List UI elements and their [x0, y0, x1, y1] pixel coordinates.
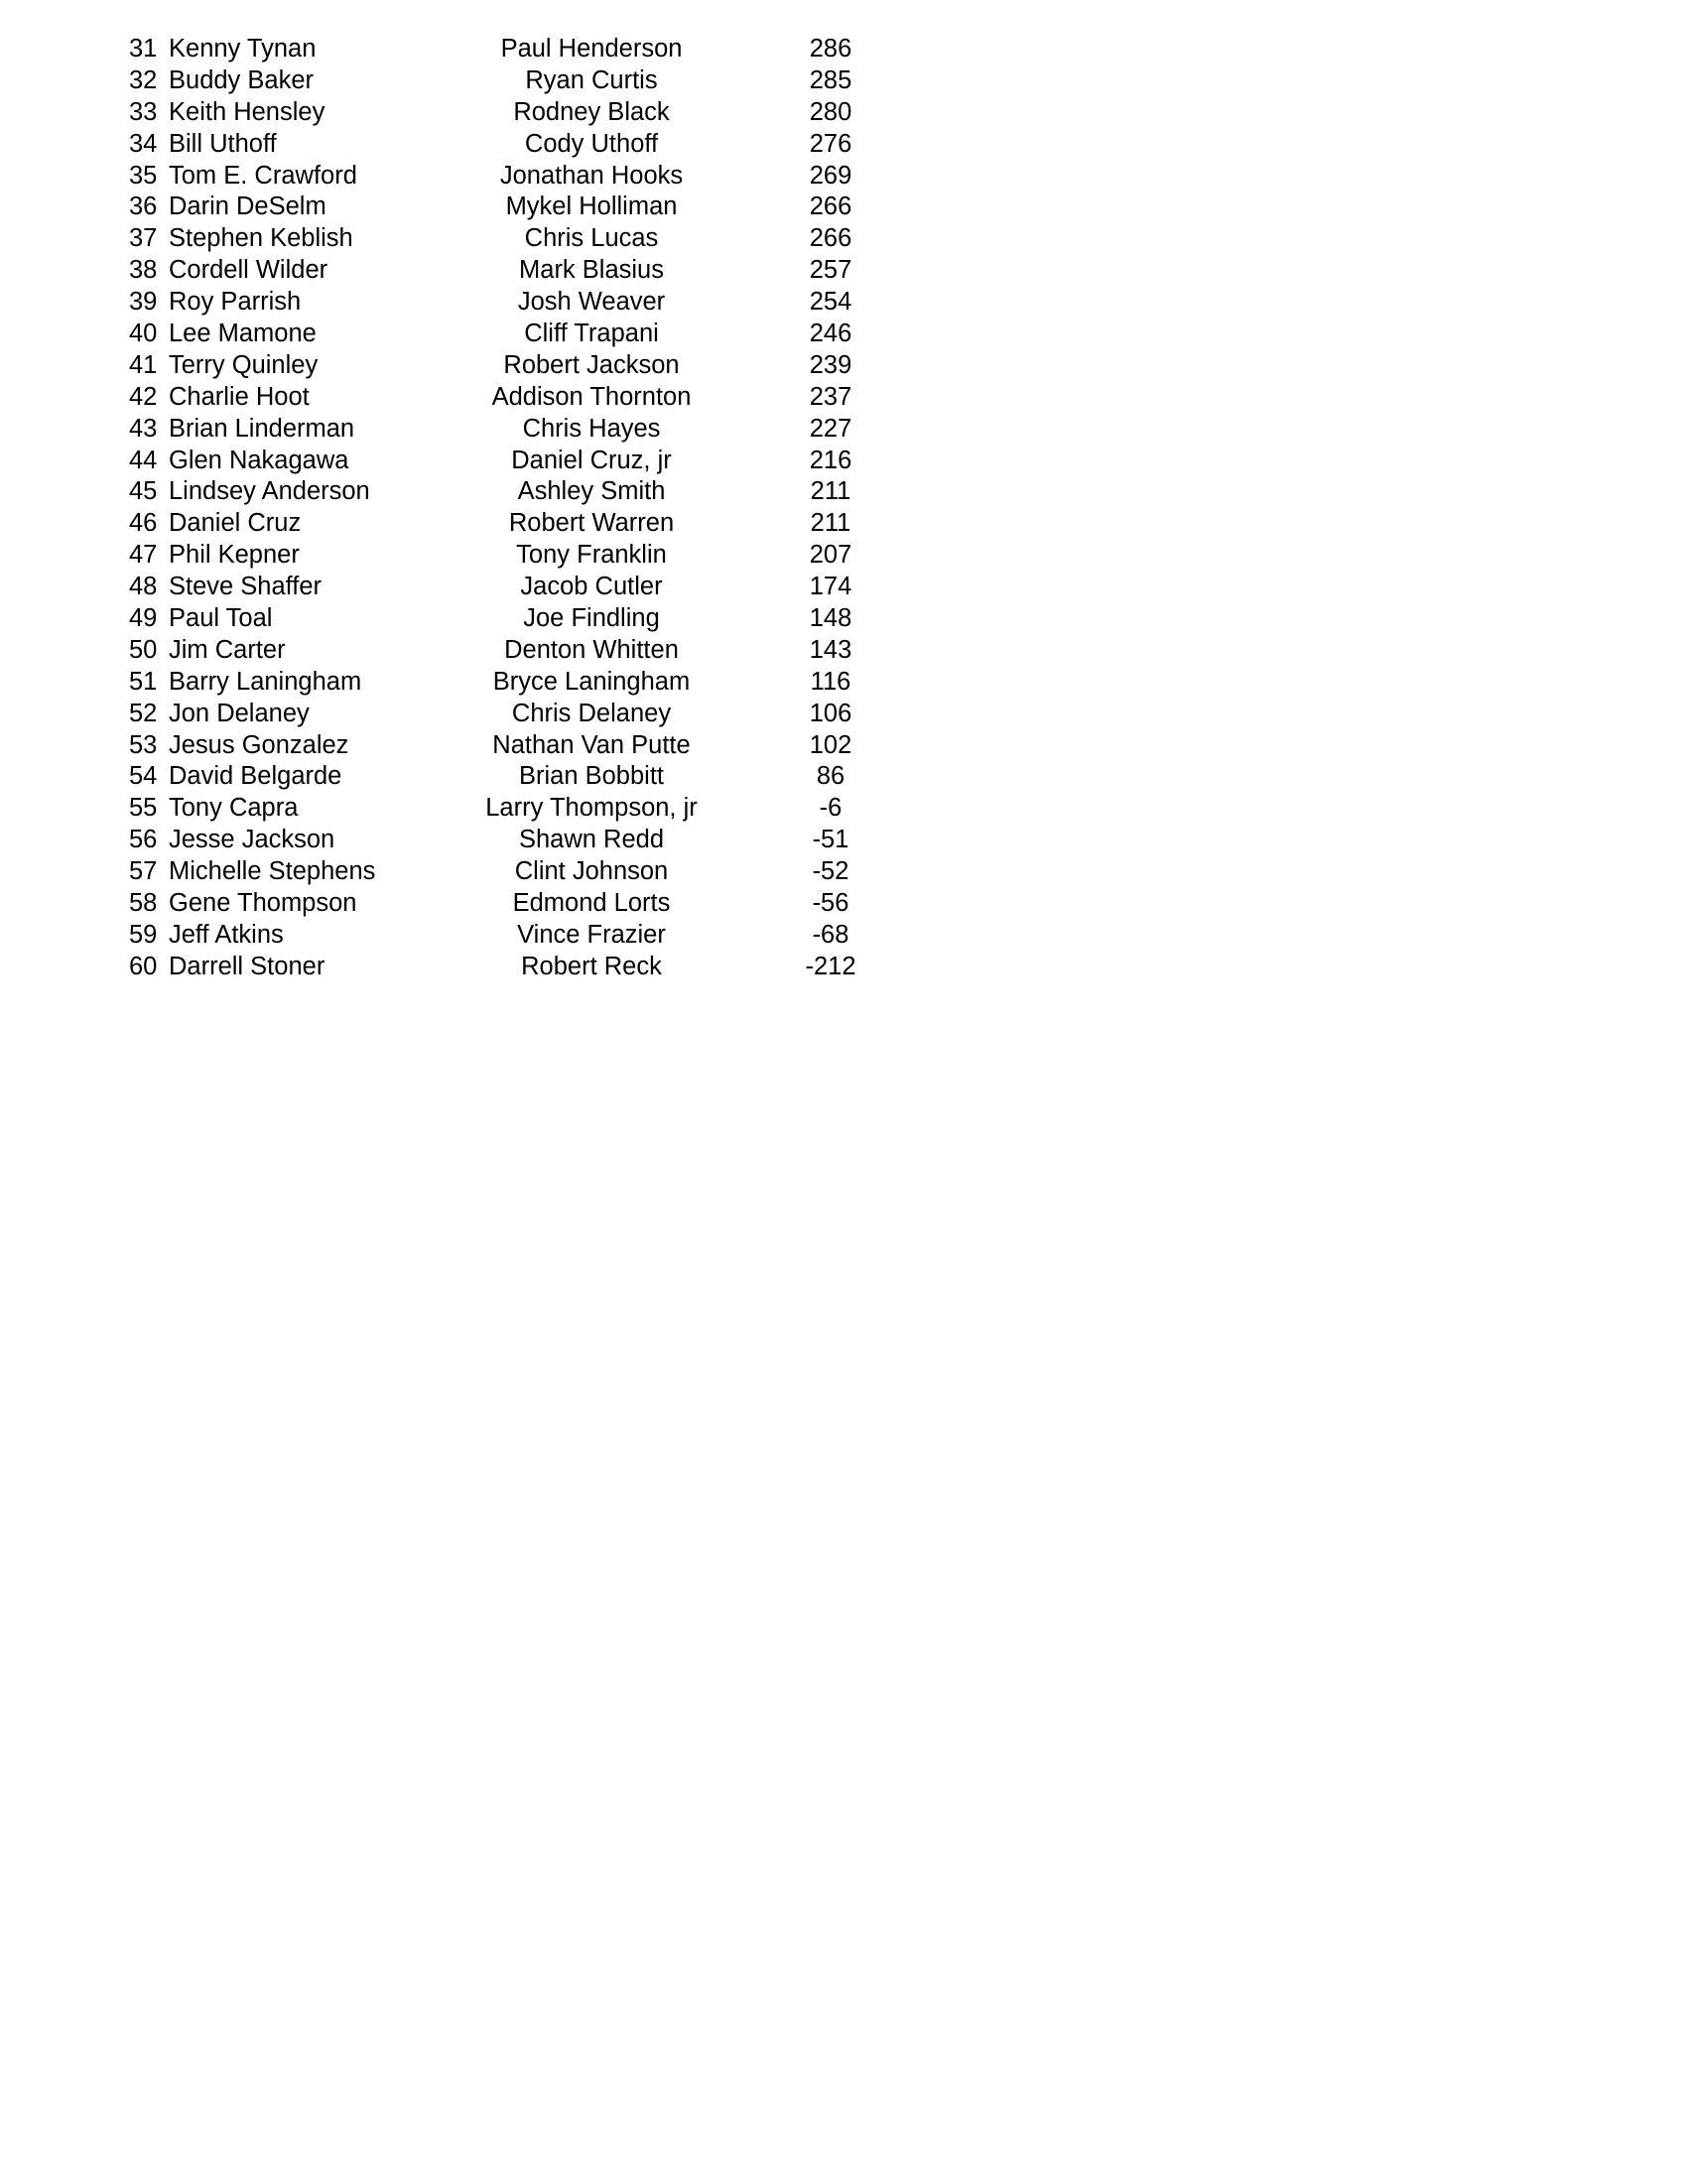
standings-row — [0, 540, 1688, 572]
standings-row — [0, 667, 1688, 699]
rank-number: 33 — [129, 97, 158, 126]
rank-number: 41 — [129, 350, 158, 379]
standings-row — [0, 319, 1688, 350]
rank-number: 34 — [129, 129, 158, 158]
score-value: 266 — [809, 193, 852, 221]
standings-row — [0, 920, 1688, 952]
score-value: 254 — [809, 288, 852, 317]
standings-row — [0, 414, 1688, 446]
standings-row — [0, 446, 1688, 477]
rank-number: 32 — [129, 65, 158, 94]
partner-name: Edmond Lorts — [512, 889, 671, 918]
standings-row — [0, 699, 1688, 730]
driver-name: Lindsey Anderson — [169, 477, 370, 506]
partner-name: Ashley Smith — [517, 477, 666, 506]
partner-name: Ryan Curtis — [525, 65, 658, 94]
standings-row — [0, 350, 1688, 382]
standings-row — [0, 952, 1688, 983]
score-value: 143 — [809, 635, 852, 664]
rank-number: 47 — [129, 541, 158, 570]
rank-number: 55 — [129, 794, 158, 823]
driver-name: Jim Carter — [169, 635, 286, 664]
standings-row — [0, 34, 1688, 65]
rank-number: 44 — [129, 446, 158, 474]
standings-row — [0, 635, 1688, 667]
score-value: 237 — [809, 382, 852, 411]
driver-name: Gene Thompson — [169, 889, 357, 918]
driver-name: Lee Mamone — [169, 320, 317, 348]
standings-row — [0, 476, 1688, 508]
partner-name: Robert Reck — [521, 952, 662, 980]
driver-name: Bill Uthoff — [169, 129, 277, 158]
partner-name: Daniel Cruz, jr — [511, 446, 672, 474]
partner-name: Josh Weaver — [517, 288, 666, 317]
standings-row — [0, 255, 1688, 287]
partner-name: Tony Franklin — [516, 541, 667, 570]
driver-name: Tom E. Crawford — [169, 161, 357, 190]
partner-name: Chris Delaney — [511, 699, 672, 727]
driver-name: Keith Hensley — [169, 97, 325, 126]
driver-name: David Belgarde — [169, 762, 342, 791]
score-value: 216 — [809, 446, 852, 474]
partner-name: Chris Lucas — [524, 224, 659, 253]
score-value: 211 — [810, 477, 851, 506]
rank-number: 37 — [129, 224, 158, 253]
driver-name: Darrell Stoner — [169, 952, 325, 980]
driver-name: Paul Toal — [169, 604, 273, 633]
partner-name: Mark Blasius — [519, 256, 664, 285]
score-value: 269 — [809, 161, 852, 190]
score-value: 286 — [809, 35, 852, 63]
driver-name: Charlie Hoot — [169, 382, 310, 411]
partner-name: Cliff Trapani — [524, 320, 659, 348]
score-value: 116 — [810, 667, 851, 696]
partner-name: Larry Thompson, jr — [485, 794, 698, 823]
score-value: 257 — [809, 256, 852, 285]
score-value: 239 — [809, 350, 852, 379]
standings-row — [0, 730, 1688, 762]
score-value: 106 — [809, 699, 852, 727]
standings-row — [0, 508, 1688, 540]
standings-row — [0, 129, 1688, 161]
score-value: 280 — [809, 97, 852, 126]
driver-name: Jesse Jackson — [169, 826, 335, 854]
score-value: -6 — [819, 794, 843, 823]
score-value: 174 — [809, 573, 852, 601]
driver-name: Roy Parrish — [169, 288, 302, 317]
partner-name: Jacob Cutler — [520, 573, 663, 601]
score-value: 246 — [809, 320, 852, 348]
partner-name: Joe Findling — [523, 604, 660, 633]
partner-name: Chris Hayes — [522, 414, 661, 443]
driver-name: Darin DeSelm — [169, 193, 326, 221]
score-value: 276 — [809, 129, 852, 158]
driver-name: Michelle Stephens — [169, 857, 376, 886]
rank-number: 36 — [129, 193, 158, 221]
driver-name: Barry Laningham — [169, 667, 362, 696]
rank-number: 45 — [129, 477, 158, 506]
rank-number: 48 — [129, 573, 158, 601]
partner-name: Robert Jackson — [503, 350, 680, 379]
driver-name: Cordell Wilder — [169, 256, 328, 285]
driver-name: Phil Kepner — [169, 541, 300, 570]
rank-number: 56 — [129, 826, 158, 854]
standings-row — [0, 65, 1688, 97]
standings-row — [0, 97, 1688, 129]
rank-number: 38 — [129, 256, 158, 285]
partner-name: Rodney Black — [513, 97, 670, 126]
driver-name: Buddy Baker — [169, 65, 315, 94]
partner-name: Paul Henderson — [500, 35, 683, 63]
driver-name: Jeff Atkins — [169, 920, 284, 949]
driver-name: Terry Quinley — [169, 350, 319, 379]
partner-name: Clint Johnson — [514, 857, 669, 886]
score-value: -212 — [805, 952, 856, 980]
partner-name: Cody Uthoff — [524, 129, 659, 158]
partner-name: Mykel Holliman — [505, 193, 678, 221]
standings-list — [0, 34, 1688, 983]
standings-row — [0, 761, 1688, 793]
partner-name: Bryce Laningham — [492, 667, 691, 696]
rank-number: 49 — [129, 604, 158, 633]
rank-number: 40 — [129, 320, 158, 348]
rank-number: 52 — [129, 699, 158, 727]
driver-name: Glen Nakagawa — [169, 446, 349, 474]
standings-row — [0, 572, 1688, 603]
standings-row — [0, 888, 1688, 920]
standings-row — [0, 856, 1688, 888]
driver-name: Kenny Tynan — [169, 35, 317, 63]
standings-row — [0, 287, 1688, 319]
partner-name: Jonathan Hooks — [499, 161, 684, 190]
score-value: 207 — [809, 541, 852, 570]
score-value: -56 — [812, 889, 849, 918]
driver-name: Jesus Gonzalez — [169, 730, 349, 759]
partner-name: Brian Bobbitt — [518, 762, 664, 791]
rank-number: 59 — [129, 920, 158, 949]
score-value: 102 — [809, 730, 852, 759]
rank-number: 43 — [129, 414, 158, 443]
standings-row — [0, 603, 1688, 635]
score-value: -52 — [812, 857, 849, 886]
partner-name: Denton Whitten — [504, 635, 679, 664]
partner-name: Robert Warren — [508, 509, 675, 538]
rank-number: 50 — [129, 635, 158, 664]
partner-name: Shawn Redd — [518, 826, 664, 854]
standings-row — [0, 161, 1688, 193]
rank-number: 39 — [129, 288, 158, 317]
standings-row — [0, 223, 1688, 255]
standings-row — [0, 793, 1688, 825]
driver-name: Steve Shaffer — [169, 573, 323, 601]
rank-number: 51 — [129, 667, 158, 696]
score-value: 266 — [809, 224, 852, 253]
score-value: 211 — [810, 509, 851, 538]
standings-row — [0, 192, 1688, 223]
score-value: 86 — [816, 762, 845, 791]
rank-number: 35 — [129, 161, 158, 190]
rank-number: 57 — [129, 857, 158, 886]
score-value: 148 — [809, 604, 852, 633]
driver-name: Daniel Cruz — [169, 509, 302, 538]
rank-number: 58 — [129, 889, 158, 918]
rank-number: 31 — [129, 35, 158, 63]
partner-name: Addison Thornton — [491, 382, 692, 411]
score-value: 227 — [809, 414, 852, 443]
driver-name: Tony Capra — [169, 794, 299, 823]
partner-name: Vince Frazier — [517, 920, 666, 949]
standings-row — [0, 825, 1688, 856]
driver-name: Stephen Keblish — [169, 224, 353, 253]
driver-name: Brian Linderman — [169, 414, 355, 443]
score-value: -51 — [812, 826, 849, 854]
rank-number: 46 — [129, 509, 158, 538]
partner-name: Nathan Van Putte — [492, 730, 691, 759]
rank-number: 60 — [129, 952, 158, 980]
rank-number: 54 — [129, 762, 158, 791]
score-value: 285 — [809, 65, 852, 94]
rank-number: 53 — [129, 730, 158, 759]
driver-name: Jon Delaney — [169, 699, 310, 727]
standings-row — [0, 382, 1688, 414]
score-value: -68 — [812, 920, 849, 949]
rank-number: 42 — [129, 382, 158, 411]
